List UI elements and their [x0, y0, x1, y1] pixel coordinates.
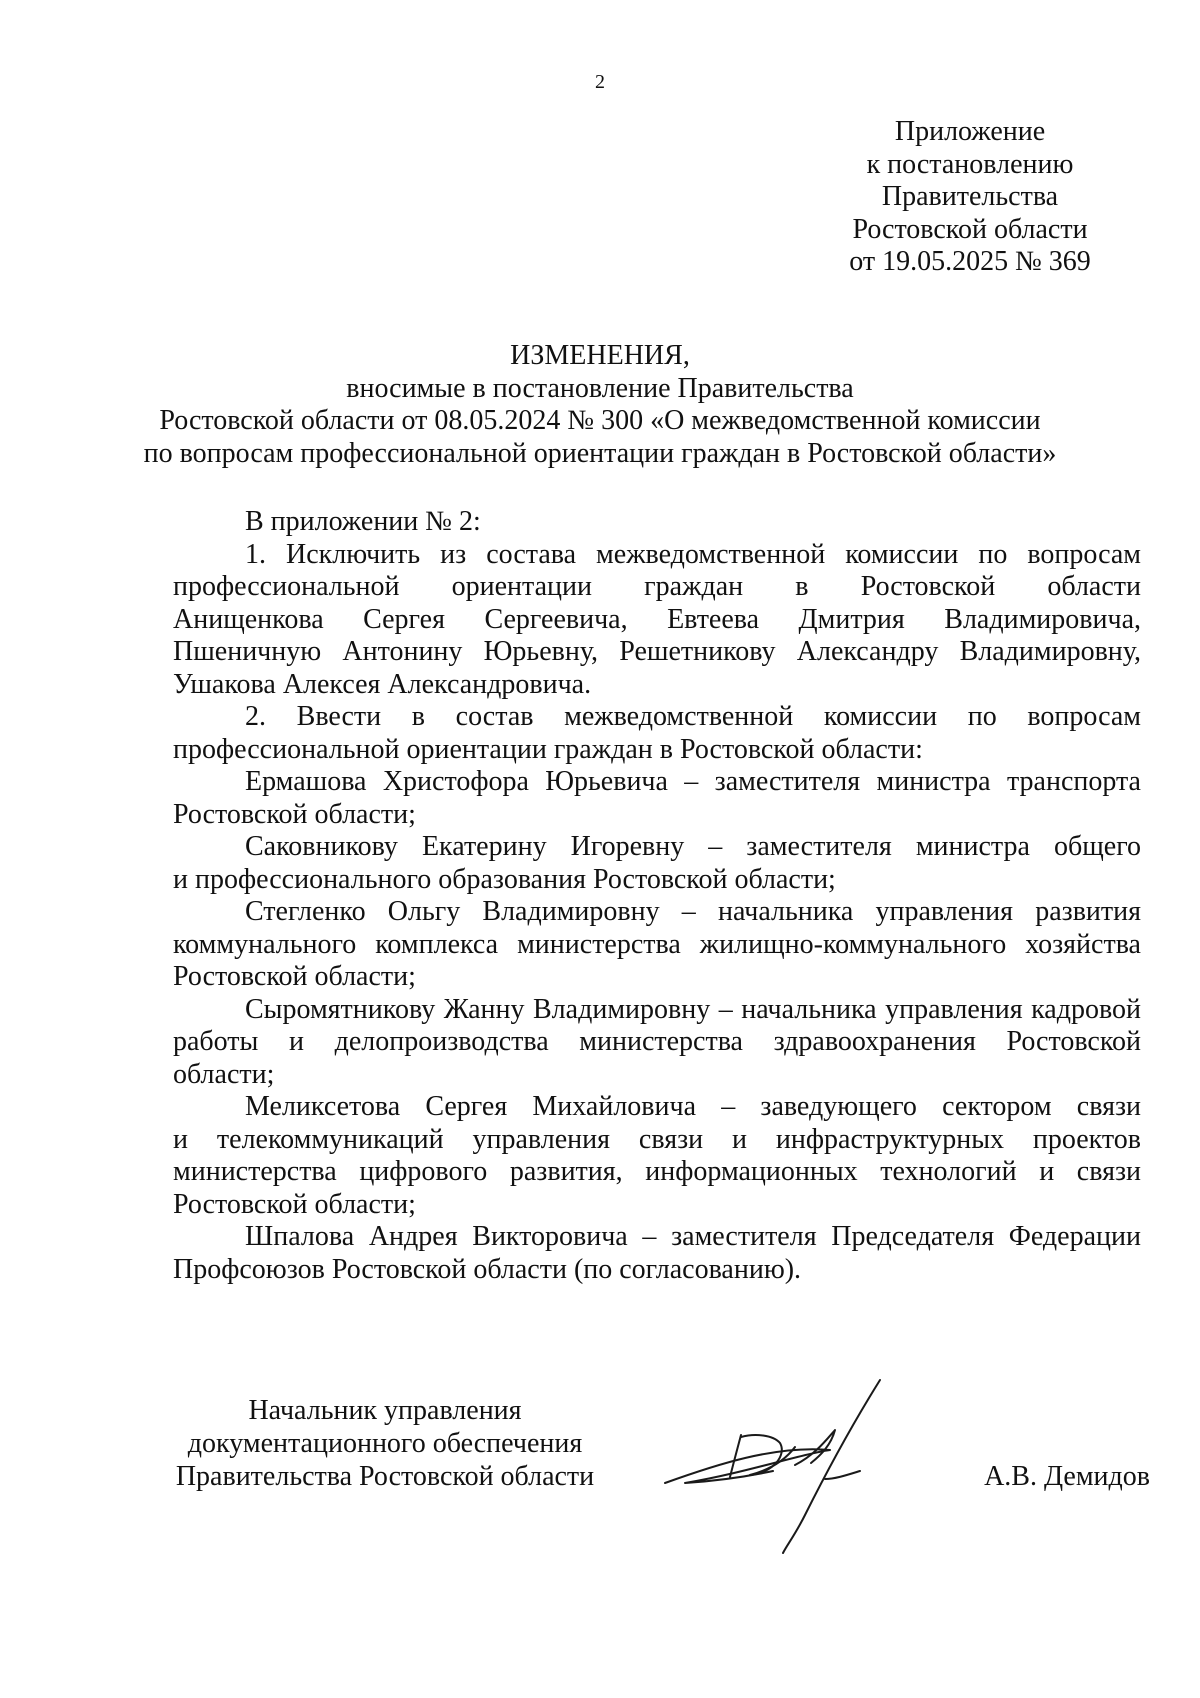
item1-line: Ушакова Алексея Александровича.	[173, 668, 592, 700]
item1-line: 1. Исключить из состава межведомственной комиссии по вопросам	[245, 538, 1141, 570]
member-line: Ростовской области;	[173, 798, 416, 830]
appendix-line: Правительства	[881, 181, 1059, 212]
item1-line: Анищенкова Сергея Сергеевича, Евтеева Дмитрия Владимировича,	[173, 603, 1141, 635]
item1-line: профессиональной ориентации граждан в Ростовской области	[173, 571, 1141, 602]
member-line: и телекоммуникаций управления связи и инфраструктурных проектов	[173, 1123, 1141, 1155]
title-line: по вопросам профессиональной ориентации граждан в Ростовской области»	[143, 437, 1057, 469]
appendix-header	[830, 116, 1110, 279]
member-line: области;	[173, 1058, 275, 1090]
item2-line: 2. Ввести в состав межведомственной комиссии по вопросам	[245, 701, 1141, 732]
member-line: Меликсетова Сергея Михайловича – заведующего сектором связи	[245, 1091, 1141, 1122]
member-line: Шпалова Андрея Викторовича – заместителя Председателя Федерации	[245, 1221, 1141, 1252]
document-title	[0, 340, 1200, 470]
title-line: вносимые в постановление Правительства	[346, 372, 854, 404]
member-line: Сыромятникову Жанну Владимировну – начальника управления кадровой	[245, 993, 1141, 1025]
member-line: коммунального комплекса министерства жилищно-коммунального хозяйства	[173, 928, 1141, 960]
item2-line: профессиональной ориентации граждан в Ростовской области:	[173, 733, 923, 765]
handwritten-signature	[655, 1375, 930, 1560]
title-line: Ростовской области от 08.05.2024 № 300 «О межведомственной комиссии	[159, 405, 1041, 436]
appendix-line: Ростовской области	[852, 213, 1088, 245]
signer-name: А.В. Демидов	[984, 1461, 1150, 1492]
signer-position	[150, 1394, 620, 1493]
body-intro: В приложении № 2:	[245, 506, 481, 537]
item1-line: Пшеничную Антонину Юрьевну, Решетникову Александру Владимировну,	[173, 636, 1141, 667]
member-line: Ростовской области;	[173, 961, 416, 992]
member-line: министерства цифрового развития, информационных технологий и связи	[173, 1156, 1141, 1187]
member-line: Ермашова Христофора Юрьевича – заместителя министра транспорта	[245, 766, 1141, 797]
document-body	[173, 506, 1141, 1286]
member-line: Ростовской области;	[173, 1188, 416, 1220]
page-number: 2	[595, 71, 605, 93]
member-line: работы и делопроизводства министерства здравоохранения Ростовской	[173, 1026, 1141, 1057]
signer-title-line: Начальник управления	[248, 1395, 522, 1426]
appendix-line: от 19.05.2025 № 369	[849, 246, 1091, 277]
appendix-line: Приложение	[894, 116, 1046, 147]
member-line: Саковникову Екатерину Игоревну – заместителя министра общего	[245, 831, 1141, 862]
appendix-line: к постановлению	[866, 148, 1074, 180]
signer-title-line: Правительства Ростовской области	[175, 1461, 595, 1492]
signer-title-line: документационного обеспечения	[187, 1428, 583, 1459]
member-line: Профсоюзов Ростовской области (по согласованию).	[173, 1253, 802, 1285]
title-heading: ИЗМЕНЕНИЯ,	[510, 340, 690, 371]
member-line: и профессионального образования Ростовской области;	[173, 863, 836, 895]
member-line: Стегленко Ольгу Владимировну – начальника управления развития	[245, 896, 1141, 927]
